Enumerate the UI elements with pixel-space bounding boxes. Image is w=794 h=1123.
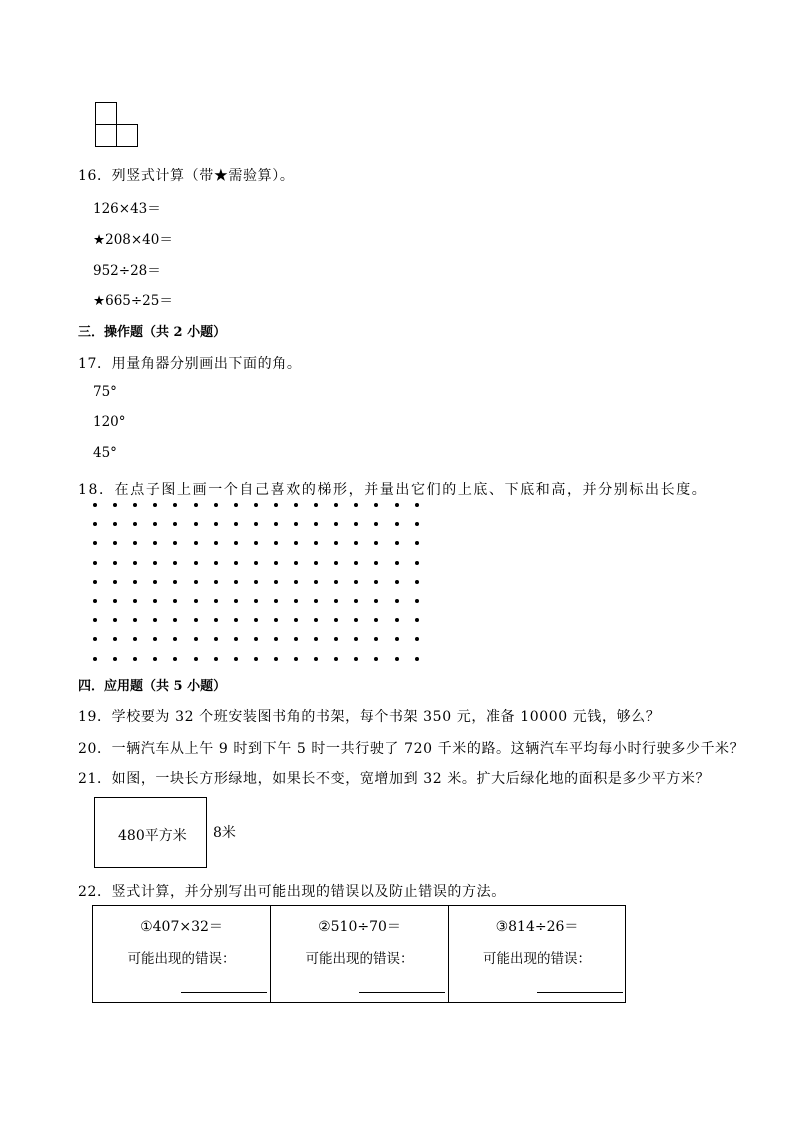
grid-dot: [234, 561, 238, 565]
grid-dot: [374, 657, 378, 661]
grid-dot: [395, 503, 399, 507]
grid-dot: [214, 599, 218, 603]
grid-dot: [214, 580, 218, 584]
grid-dot: [415, 580, 419, 584]
grid-dot: [354, 503, 358, 507]
square-top: [95, 102, 117, 125]
answer-blank[interactable]: [537, 992, 623, 993]
grid-dot: [415, 599, 419, 603]
grid-dot: [133, 618, 137, 622]
answer-cell-1: [93, 906, 271, 1002]
grid-dot: [274, 657, 278, 661]
green-area-rectangle: [94, 797, 207, 868]
grid-dot: [153, 637, 157, 641]
cell-error-label: 可能出现的错误：: [483, 951, 591, 967]
grid-dot: [214, 541, 218, 545]
grid-dot: [415, 503, 419, 507]
grid-dot: [334, 541, 338, 545]
section-4-heading: 四．应用题（共 5 小题）: [78, 679, 227, 694]
grid-dot: [194, 503, 198, 507]
grid-dot: [254, 599, 258, 603]
cell-error-label: 可能出现的错误：: [305, 951, 414, 967]
grid-dot: [254, 541, 258, 545]
grid-dot: [234, 522, 238, 526]
grid-dot: [374, 599, 378, 603]
grid-dot: [133, 599, 137, 603]
grid-dot: [234, 618, 238, 622]
grid-dot: [153, 503, 157, 507]
grid-dot: [314, 599, 318, 603]
grid-dot: [314, 580, 318, 584]
grid-dot: [133, 503, 137, 507]
grid-dot: [254, 618, 258, 622]
grid-dot: [274, 522, 278, 526]
grid-dot: [314, 522, 318, 526]
grid-dot: [395, 637, 399, 641]
grid-dot: [153, 657, 157, 661]
grid-dot: [254, 580, 258, 584]
grid-dot: [354, 561, 358, 565]
grid-dot: [294, 580, 298, 584]
grid-dot: [374, 561, 378, 565]
grid-dot: [334, 522, 338, 526]
grid-dot: [234, 599, 238, 603]
grid-dot: [274, 561, 278, 565]
grid-dot: [153, 522, 157, 526]
grid-dot: [173, 522, 177, 526]
grid-dot: [354, 618, 358, 622]
grid-dot: [133, 561, 137, 565]
grid-dot: [334, 637, 338, 641]
grid-dot: [354, 522, 358, 526]
grid-dot: [194, 599, 198, 603]
cell-expression: ③814÷26＝: [495, 919, 579, 935]
calc-item-1: 126×43＝: [93, 201, 161, 217]
square-bottom-left: [95, 124, 117, 147]
grid-dot: [234, 541, 238, 545]
grid-dot: [93, 657, 97, 661]
question-18-title: 18．在点子图上画一个自己喜欢的梯形，并量出它们的上底、下底和高，并分别标出长度。: [78, 482, 708, 498]
grid-dot: [374, 580, 378, 584]
grid-dot: [314, 618, 318, 622]
section-3-heading: 三．操作题（共 2 小题）: [78, 325, 227, 340]
grid-dot: [374, 503, 378, 507]
grid-dot: [334, 561, 338, 565]
grid-dot: [214, 618, 218, 622]
grid-dot: [113, 580, 117, 584]
grid-dot: [415, 657, 419, 661]
answer-cell-3: [449, 906, 625, 1002]
grid-dot: [194, 561, 198, 565]
grid-dot: [294, 522, 298, 526]
grid-dot: [173, 580, 177, 584]
grid-dot: [173, 561, 177, 565]
grid-dot: [254, 503, 258, 507]
grid-dot: [354, 637, 358, 641]
grid-dot: [113, 599, 117, 603]
grid-dot: [93, 580, 97, 584]
grid-dot: [153, 580, 157, 584]
grid-dot: [415, 637, 419, 641]
grid-dot: [173, 637, 177, 641]
answer-table: [92, 905, 626, 1003]
grid-dot: [194, 580, 198, 584]
grid-dot: [234, 503, 238, 507]
width-label: 8米: [213, 825, 236, 841]
grid-dot: [194, 657, 198, 661]
grid-dot: [194, 541, 198, 545]
grid-dot: [294, 599, 298, 603]
answer-cell-2: [271, 906, 449, 1002]
grid-dot: [254, 561, 258, 565]
grid-dot: [314, 541, 318, 545]
grid-dot: [354, 580, 358, 584]
grid-dot: [113, 637, 117, 641]
grid-dot: [395, 561, 399, 565]
grid-dot: [234, 580, 238, 584]
square-bottom-right: [116, 124, 138, 147]
grid-dot: [395, 541, 399, 545]
grid-dot: [173, 599, 177, 603]
grid-dot: [93, 618, 97, 622]
grid-dot: [93, 541, 97, 545]
grid-dot: [294, 618, 298, 622]
grid-dot: [214, 637, 218, 641]
grid-dot: [113, 561, 117, 565]
grid-dot: [113, 522, 117, 526]
grid-dot: [214, 561, 218, 565]
calc-item-4: ★665÷25＝: [93, 293, 173, 309]
grid-dot: [274, 599, 278, 603]
grid-dot: [153, 541, 157, 545]
grid-dot: [314, 657, 318, 661]
grid-dot: [254, 522, 258, 526]
answer-blank[interactable]: [181, 992, 267, 993]
grid-dot: [395, 580, 399, 584]
grid-dot: [214, 522, 218, 526]
grid-dot: [374, 522, 378, 526]
grid-dot: [415, 522, 419, 526]
grid-dot: [234, 637, 238, 641]
grid-dot: [274, 503, 278, 507]
grid-dot: [274, 637, 278, 641]
grid-dot: [374, 618, 378, 622]
grid-dot: [374, 637, 378, 641]
grid-dot: [294, 657, 298, 661]
grid-dot: [93, 637, 97, 641]
grid-dot: [294, 561, 298, 565]
grid-dot: [93, 522, 97, 526]
grid-dot: [294, 541, 298, 545]
grid-dot: [93, 561, 97, 565]
grid-dot: [294, 637, 298, 641]
grid-dot: [395, 618, 399, 622]
grid-dot: [314, 503, 318, 507]
grid-dot: [314, 561, 318, 565]
grid-dot: [415, 541, 419, 545]
grid-dot: [415, 618, 419, 622]
grid-dot: [194, 522, 198, 526]
angle-120: 120°: [93, 414, 126, 430]
grid-dot: [93, 599, 97, 603]
grid-dot: [133, 522, 137, 526]
cell-expression: ①407×32＝: [140, 919, 223, 935]
grid-dot: [334, 503, 338, 507]
area-label: 480平方米: [118, 828, 187, 844]
grid-dot: [173, 503, 177, 507]
grid-dot: [395, 657, 399, 661]
calc-item-2: ★208×40＝: [93, 232, 173, 248]
question-20-title: 20．一辆汽车从上午 9 时到下午 5 时一共行驶了 720 千米的路。这辆汽车平均每小时行驶多少千米？: [78, 741, 745, 757]
grid-dot: [133, 657, 137, 661]
grid-dot: [153, 618, 157, 622]
cell-error-label: 可能出现的错误：: [127, 951, 236, 967]
grid-dot: [113, 503, 117, 507]
grid-dot: [274, 580, 278, 584]
answer-blank[interactable]: [359, 992, 445, 993]
grid-dot: [415, 561, 419, 565]
question-21-title: 21．如图，一块长方形绿地，如果长不变，宽增加到 32 米。扩大后绿化地的面积是多少平方米？: [78, 771, 711, 787]
question-16-title: 16．列竖式计算（带★需验算）。: [78, 168, 295, 184]
grid-dot: [194, 618, 198, 622]
grid-dot: [314, 637, 318, 641]
grid-dot: [133, 580, 137, 584]
cell-expression: ②510÷70＝: [318, 919, 401, 935]
grid-dot: [254, 657, 258, 661]
grid-dot: [113, 541, 117, 545]
grid-dot: [153, 561, 157, 565]
question-19-title: 19．学校要为 32 个班安装图书角的书架，每个书架 350 元，准备 10000 元钱，够么？: [78, 709, 661, 725]
grid-dot: [274, 541, 278, 545]
grid-dot: [374, 541, 378, 545]
grid-dot: [274, 618, 278, 622]
grid-dot: [395, 599, 399, 603]
grid-dot: [214, 657, 218, 661]
grid-dot: [173, 541, 177, 545]
grid-dot: [294, 503, 298, 507]
grid-dot: [173, 657, 177, 661]
grid-dot: [93, 503, 97, 507]
grid-dot: [194, 637, 198, 641]
grid-dot: [334, 657, 338, 661]
grid-dot: [334, 618, 338, 622]
question-22-title: 22．竖式计算，并分别写出可能出现的错误以及防止错误的方法。: [78, 884, 506, 900]
grid-dot: [133, 541, 137, 545]
grid-dot: [254, 637, 258, 641]
angle-75: 75°: [93, 384, 117, 400]
grid-dot: [354, 657, 358, 661]
grid-dot: [113, 657, 117, 661]
grid-dot: [234, 657, 238, 661]
grid-dot: [173, 618, 177, 622]
angle-45: 45°: [93, 445, 117, 461]
question-17-title: 17．用量角器分别画出下面的角。: [78, 356, 302, 372]
grid-dot: [354, 541, 358, 545]
calc-item-3: 952÷28＝: [93, 263, 161, 279]
grid-dot: [113, 618, 117, 622]
grid-dot: [334, 599, 338, 603]
grid-dot: [334, 580, 338, 584]
grid-dot: [214, 503, 218, 507]
grid-dot: [395, 522, 399, 526]
grid-dot: [153, 599, 157, 603]
grid-dot: [133, 637, 137, 641]
grid-dot: [354, 599, 358, 603]
